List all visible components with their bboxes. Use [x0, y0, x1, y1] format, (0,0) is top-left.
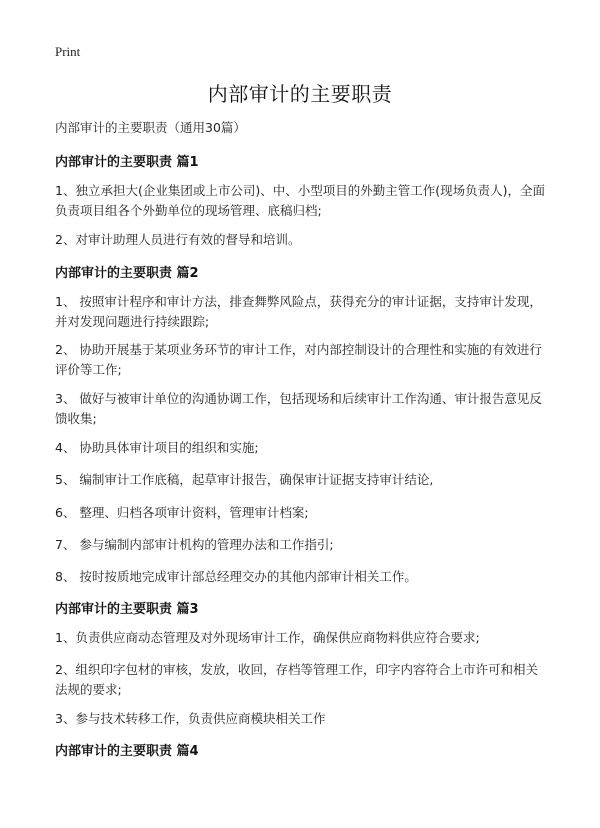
section-3-item-3: 3、参与技术转移工作，负责供应商模块相关工作	[55, 711, 326, 726]
section-1-item-1: 1、独立承担大(企业集团或上市公司)、中、小型项目的外勤主管工作(现场负责人)，全面负责项目组各个外勤单位的现场管理、底稿归档;	[55, 183, 545, 218]
section-2-item-1: 1、 按照审计程序和审计方法，排查舞弊风险点，获得充分的审计证据，支持审计发现，并对发现问题进行持续跟踪;	[55, 294, 542, 329]
section-1-item-2: 2、对审计助理人员进行有效的督导和培训。	[55, 232, 301, 247]
section-3-item-1: 1、负责供应商动态管理及对外现场审计工作，确保供应商物料供应符合要求;	[55, 630, 480, 645]
print-label: Print	[55, 44, 81, 59]
section-2-item-4: 4、 协助具体审计项目的组织和实施;	[55, 440, 259, 455]
section-2-item-5: 5、 编制审计工作底稿，起草审计报告，确保审计证据支持审计结论,	[55, 472, 434, 487]
section-heading-4: 内部审计的主要职责 篇4	[55, 744, 199, 759]
section-heading-3: 内部审计的主要职责 篇3	[55, 602, 199, 617]
section-2-item-8: 8、 按时按质地完成审计部总经理交办的其他内部审计相关工作。	[55, 569, 417, 584]
document-subtitle: 内部审计的主要职责（通用30篇）	[55, 120, 246, 135]
section-heading-1: 内部审计的主要职责 篇1	[55, 155, 199, 170]
section-2-item-3: 3、 做好与被审计单位的沟通协调工作，包括现场和后续审计工作沟通、审计报告意见反馈收集;	[55, 391, 542, 426]
section-2-item-6: 6、 整理、归档各项审计资料，管理审计档案;	[55, 505, 309, 520]
section-heading-2: 内部审计的主要职责 篇2	[55, 266, 199, 281]
section-3-item-2: 2、组织印字包材的审核，发放，收回，存档等管理工作，印字内容符合上市许可和相关法规的要求;	[55, 662, 538, 697]
section-2-item-7: 7、 参与编制内部审计机构的管理办法和工作指引;	[55, 537, 334, 552]
section-2-item-2: 2、 协助开展基于某项业务环节的审计工作，对内部控制设计的合理性和实施的有效进行评价等工作;	[55, 342, 542, 377]
document-title: 内部审计的主要职责	[207, 82, 393, 106]
